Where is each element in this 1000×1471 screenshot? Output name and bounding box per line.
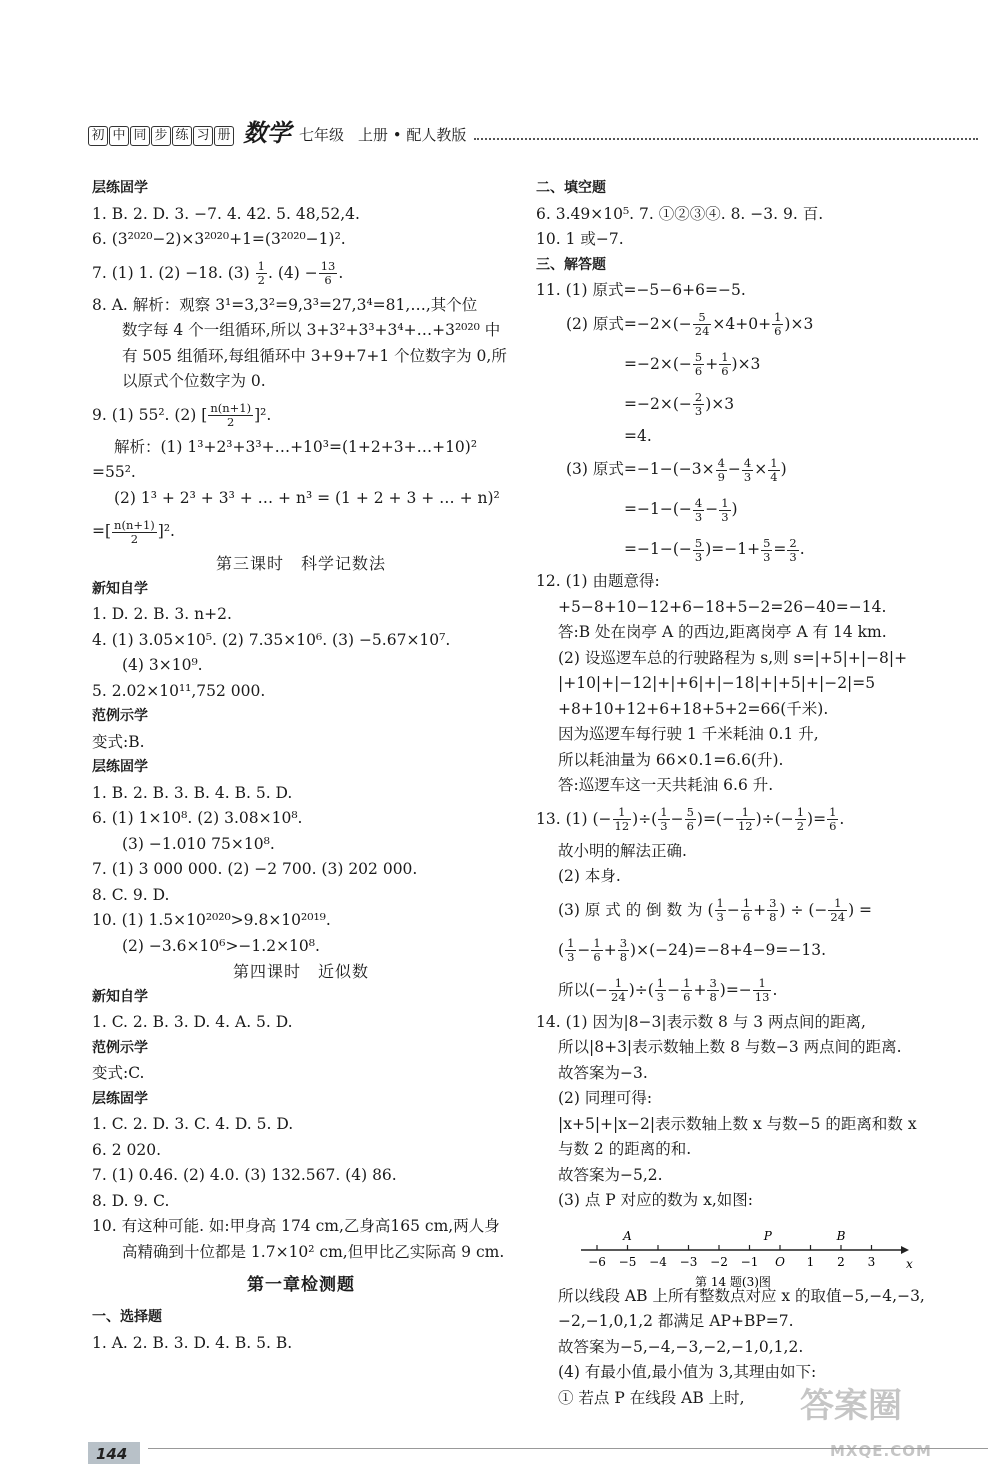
answer-line: 变式:C. (92, 1064, 145, 1082)
answer-line: 11. (1) 原式=−5−6+6=−5. (536, 281, 746, 299)
answer-line: 6. (1) 1×10⁸. (2) 3.08×10⁸. (92, 809, 303, 827)
answer-line: 5. 2.02×10¹¹,752 000. (92, 681, 266, 700)
answer-line: 12. (1) 由题意得: (536, 572, 660, 590)
axis-label: x (906, 1257, 913, 1271)
answer-line: =[ $\frac{n(n+1)}{2}$ ]². (92, 517, 175, 546)
answer-line: 6. 2 020. (92, 1140, 162, 1159)
answer-line: ( $\frac{1}{3}$ − $\frac{1}{6}$ + $\frac{3}{8}$ )×(−24)=−8+4−9=−13. (558, 936, 827, 964)
tick-label: −2 (710, 1255, 728, 1269)
answer-line: (3) 点 P 对应的数为 x,如图: (558, 1191, 753, 1209)
right-column (536, 176, 936, 1411)
answer-line: =55². (92, 463, 136, 481)
answer-line: 10. (1) 1.5×10²⁰²⁰>9.8×10²⁰¹⁹. (92, 911, 331, 929)
answer-line: (2) 设巡逻车总的行驶路程为 s,则 s=|+5|+|−8|+ (558, 648, 908, 667)
answer-line: (3) 原 式 的 倒 数 为 ( $\frac{1}{3}$ − $\frac{1}{6}$ + $\frac{3}{8}$ ) ÷ (− $\frac{1}{24}$ ) = (558, 896, 873, 924)
subject-title: 数学 (243, 119, 291, 147)
answer-line: 所以耗油量为 66×0.1=6.6(升). (558, 750, 784, 769)
answer-line: (2) 本身. (558, 867, 621, 885)
answer-line: 故答案为−3. (558, 1063, 648, 1082)
answer-line: 所以(− $\frac{1}{24}$ )÷( $\frac{1}{3}$ − $\frac{1}{6}$ + $\frac{3}{8}$ )=− $\frac{1}{13}$ . (558, 976, 778, 1004)
answer-line: 1. A. 2. B. 3. D. 4. B. 5. B. (92, 1333, 293, 1352)
answer-line: 所以线段 AB 上所有整数点对应 x 的取值−5,−4,−3, (558, 1286, 925, 1305)
answer-line: =4. (624, 426, 652, 445)
header-dotted-rule (474, 138, 978, 140)
left-column (92, 176, 510, 1356)
answer-line: 7. (1) 3 000 000. (2) −2 700. (3) 202 000. (92, 860, 418, 878)
tick-label: −5 (618, 1255, 637, 1269)
chapter-test-title: 第一章检测题 (247, 1275, 355, 1295)
tick-label: 2 (837, 1255, 845, 1269)
watermark-url: MXQE.COM (830, 1442, 932, 1460)
answer-line: 10. 有这种可能. 如:甲身高 174 cm,乙身高165 cm,两人身 (92, 1217, 500, 1235)
book-title-char: 同 (130, 126, 150, 146)
answer-line: 8. C. 9. D. (92, 885, 170, 904)
lesson-title: 第四课时 近似数 (232, 962, 369, 981)
answer-line: (2) 同理可得: (558, 1089, 653, 1107)
tick-label: O (775, 1255, 785, 1269)
page-header (88, 112, 978, 146)
answer-line: (2) −3.6×10⁶>−1.2×10⁸. (122, 936, 320, 955)
section-heading: 三、解答题 (536, 256, 606, 273)
tick-label: −4 (649, 1255, 667, 1269)
answer-line: 1. B. 2. D. 3. −7. 4. 42. 5. 48,52,4. (92, 204, 360, 223)
answer-line: (4) 3×10⁹. (122, 656, 203, 674)
page-number: 144 (88, 1442, 140, 1464)
answer-line: (4) 有最小值,最小值为 3,其理由如下: (558, 1363, 817, 1381)
answer-line: 与数 2 的距离的和. (558, 1140, 692, 1158)
arrow-icon (901, 1246, 909, 1254)
answer-line: (3) 原式=−1−(−3× $\frac{4}{9}$ − $\frac{4}{3}$ × $\frac{1}{4}$ ) (566, 455, 787, 484)
number-line-figure (575, 1228, 915, 1290)
answer-line: −2,−1,0,1,2 都满足 AP+BP=7. (558, 1312, 794, 1330)
tick-group (588, 1229, 875, 1269)
answer-line: |x+5|+|x−2|表示数轴上数 x 与数−5 的距离和数 x (558, 1114, 917, 1133)
section-heading: 范例示学 (92, 708, 148, 724)
answer-line: (2) 原式=−2×(− $\frac{5}{24}$ ×4+0+ $\frac{1}{6}$ )×3 (566, 310, 814, 338)
edition-label: 上册 • 配人教版 (358, 126, 467, 144)
answer-line: 以原式个位数字为 0. (122, 372, 266, 390)
answer-line: 故小明的解法正确. (558, 841, 687, 860)
answer-line: 8. D. 9. C. (92, 1191, 170, 1210)
answer-line: 14. (1) 因为|8−3|表示数 8 与 3 两点间的距离, (536, 1012, 866, 1031)
point-label: P (763, 1229, 772, 1243)
answer-line: 故答案为−5,2. (558, 1165, 663, 1184)
answer-line: =−2×(− $\frac{5}{6}$ + $\frac{1}{6}$ )×3 (624, 350, 761, 378)
section-heading: 层练固学 (92, 1090, 148, 1107)
answer-line: 1. C. 2. B. 3. D. 4. A. 5. D. (92, 1013, 293, 1031)
answer-line: +5−8+10−12+6−18+5−2=26−40=−14. (558, 597, 887, 616)
answer-line: ① 若点 P 在线段 AB 上时, (558, 1388, 745, 1407)
answer-line: |+10|+|−12|+|+6|+|−18|+|+5|+|−2|=5 (558, 674, 876, 692)
point-label: A (623, 1229, 632, 1243)
answer-line: 7. (1) 1. (2) −18. (3) $\frac{1}{2}$ . (4) − $\frac{13}{6}$ . (92, 259, 344, 287)
answer-line: +8+10+12+6+18+5+2=66(千米). (558, 699, 829, 718)
answer-line: (3) −1.010 75×10⁸. (122, 834, 275, 853)
tick-label: −3 (679, 1255, 698, 1269)
section-heading: 新知自学 (92, 580, 148, 597)
answer-line: 解析：(1) 1³+2³+3³+…+10³=(1+2+3+…+10)² (114, 437, 478, 456)
book-title-char: 初 (88, 126, 108, 146)
answer-line: 1. D. 2. B. 3. n+2. (92, 605, 232, 623)
answer-line: 所以|8+3|表示数轴上数 8 与数−3 两点间的距离. (558, 1038, 902, 1056)
grade-label: 七年级 (299, 126, 345, 144)
answer-line: =−1−(− $\frac{5}{3}$ )=−1+ $\frac{5}{3}$ = $\frac{2}{3}$ . (624, 535, 805, 564)
section-heading: 层练固学 (92, 180, 148, 196)
tick-label: 1 (806, 1255, 815, 1269)
answer-line: 9. (1) 55². (2) [ $\frac{n(n+1)}{2}$ ]². (92, 401, 272, 429)
book-title-char: 册 (214, 126, 234, 146)
book-title-char: 练 (172, 126, 192, 146)
answer-line: 6. (3²⁰²⁰−2)×3²⁰²⁰+1=(3²⁰²⁰−1)². (92, 230, 346, 248)
answer-line: 有 505 组循环,每组循环中 3+9+7+1 个位数字为 0,所 (122, 346, 507, 365)
answer-line: 因为巡逻车每行驶 1 千米耗油 0.1 升, (558, 725, 819, 743)
section-heading: 层练固学 (92, 759, 148, 775)
book-title-char: 习 (193, 126, 213, 146)
answer-line: =−1−(− $\frac{4}{3}$ − $\frac{1}{3}$ ) (624, 495, 738, 524)
tick-label: 3 (867, 1255, 876, 1269)
answer-line: 答:B 处在岗亭 A 的西边,距离岗亭 A 有 14 km. (558, 623, 887, 641)
book-title-char: 步 (151, 126, 171, 146)
answer-line: 变式:B. (92, 732, 145, 751)
answer-line: 故答案为−5,−4,−3,−2,−1,0,1,2. (558, 1337, 804, 1356)
answer-line: 8. A. 解析：观察 3¹=3,3²=9,3³=27,3⁴=81,…,其个位 (92, 295, 478, 314)
answer-line: 7. (1) 0.46. (2) 4.0. (3) 132.567. (4) 86. (92, 1166, 397, 1184)
answer-line: 6. 3.49×10⁵. 7. ①②③④. 8. −3. 9. 百. (536, 204, 824, 223)
answer-line: 高精确到十位都是 1.7×10² cm,但甲比乙实际高 9 cm. (122, 1242, 505, 1261)
figure-caption: 第 14 题(3)图 (695, 1275, 771, 1289)
answer-line: 1. B. 2. B. 3. B. 4. B. 5. D. (92, 783, 293, 802)
answer-line: =−2×(− $\frac{2}{3}$ )×3 (624, 390, 735, 418)
answer-line: 4. (1) 3.05×10⁵. (2) 7.35×10⁶. (3) −5.67×10⁷. (92, 630, 451, 649)
answer-line: (2) 1³ + 2³ + 3³ + … + n³ = (1 + 2 + 3 + … + n)² (114, 488, 500, 507)
tick-label: −6 (588, 1255, 606, 1269)
section-heading: 二、填空题 (536, 180, 606, 196)
answer-line: 13. (1) (− $\frac{1}{12}$ )÷( $\frac{1}{3}$ − $\frac{5}{6}$ )=(− $\frac{1}{12}$ )÷(− $\frac{1}{2}$ )= $\frac{1}{6}$ . (536, 805, 845, 833)
section-heading: 一、选择题 (92, 1309, 162, 1325)
book-title-char: 中 (109, 126, 129, 146)
section-heading: 范例示学 (92, 1039, 148, 1056)
watermark-logo: 答案圈 (800, 1386, 902, 1426)
answer-line: 答:巡逻车这一天共耗油 6.6 升. (558, 776, 774, 794)
answer-line: 1. C. 2. D. 3. C. 4. D. 5. D. (92, 1115, 294, 1133)
answer-line: 10. 1 或−7. (536, 230, 624, 248)
book-title (88, 125, 235, 146)
answer-line: 数字每 4 个一组循环,所以 3+3²+3³+3⁴+…+3²⁰²⁰ 中 (122, 321, 501, 339)
point-label: B (836, 1229, 846, 1243)
section-heading: 新知自学 (92, 988, 148, 1005)
lesson-title: 第三课时 科学记数法 (215, 554, 386, 573)
tick-label: −1 (740, 1255, 759, 1269)
